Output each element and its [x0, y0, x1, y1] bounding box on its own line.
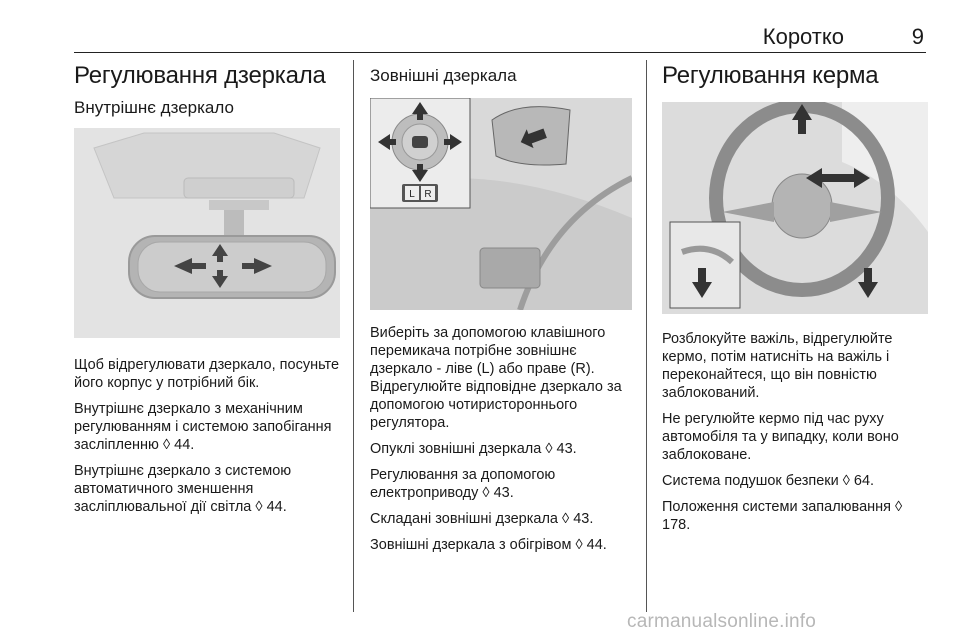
- section-heading: Регулювання дзеркала: [74, 62, 326, 89]
- paragraph: Зовнішні дзеркала з обігрівом ◊ 44.: [370, 537, 607, 553]
- switch-label-left: L: [409, 189, 415, 200]
- column-divider: [646, 60, 647, 612]
- paragraph: Виберіть за допомогою клавішного перемикача потрібне зовнішнє дзеркало - ліве (L) або праве (R). Відрегулюйте відповідне дзеркало за допомогою чотиристороннього регулятора.: [370, 325, 622, 431]
- paragraph: Складані зовнішні дзеркала ◊ 43.: [370, 511, 594, 527]
- watermark: carmanualsonline.info: [627, 611, 817, 632]
- paragraph: Положення системи запалювання ◊ 178.: [662, 499, 903, 533]
- paragraph: Не регулюйте кермо під час руху автомобіля та у випадку, коли воно заблоковане.: [662, 411, 899, 463]
- column-steering-adjustment: [662, 56, 928, 542]
- subsection-heading: Внутрішнє дзеркало: [74, 98, 234, 117]
- paragraph: Внутрішнє дзеркало з механічним регулюванням і системою запобігання засліпленню ◊ 44.: [74, 401, 332, 453]
- paragraph: Опуклі зовнішні дзеркала ◊ 43.: [370, 441, 577, 457]
- column-mirror-adjustment: [74, 56, 340, 524]
- paragraph: Внутрішнє дзеркало з системою автоматичного зменшення засліплювальної дії світла ◊ 44.: [74, 463, 292, 515]
- column-divider: [353, 60, 354, 612]
- paragraph: Регулювання за допомогою електроприводу ◊ 43.: [370, 467, 556, 501]
- switch-label-right: R: [424, 189, 432, 200]
- page-header: [74, 22, 926, 53]
- paragraph: Щоб відрегулювати дзеркало, посуньте його корпус у потрібний бік.: [74, 357, 340, 391]
- subsection-heading: Зовнішні дзеркала: [370, 66, 517, 85]
- paragraph: Розблокуйте важіль, відрегулюйте кермо, потім натисніть на важіль і переконайтеся, що він повністю заблокований.: [662, 331, 893, 401]
- interior-mirror-illustration: [74, 128, 340, 338]
- exterior-mirror-illustration: [370, 98, 632, 310]
- paragraph: Система подушок безпеки ◊ 64.: [662, 473, 875, 489]
- page-number: 9: [911, 24, 924, 49]
- section-heading: Регулювання керма: [662, 62, 879, 89]
- steering-wheel-illustration: [662, 102, 928, 314]
- section-title: Коротко: [762, 24, 844, 49]
- column-exterior-mirrors: [370, 56, 632, 562]
